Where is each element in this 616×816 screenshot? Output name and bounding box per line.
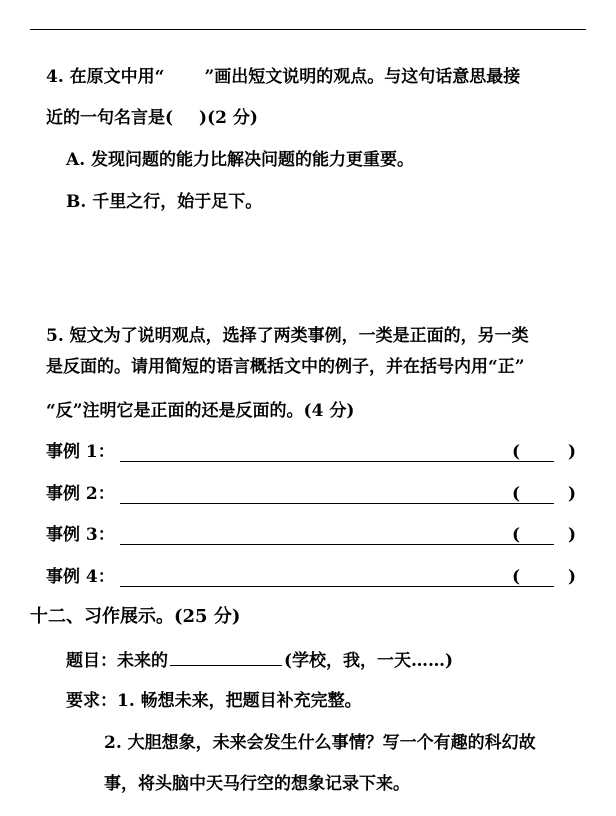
example-paren-open: ( (512, 525, 521, 545)
example-paren-close: ) (568, 484, 577, 504)
section-heading: 十二、习作展示。(25 分) (30, 606, 241, 627)
q4-prompt-text-a: 4. 在原文中用“ (46, 67, 165, 87)
example-answer-line[interactable] (120, 586, 554, 587)
q4-prompt-line-1 (46, 66, 520, 88)
requirement-1: 要求：1. 畅想未来，把题目补充完整。 (66, 691, 362, 711)
q5-prompt-line-1: 5. 短文为了说明观点，选择了两类事例，一类是正面的，另一类 (46, 326, 529, 346)
example-answer-line[interactable] (120, 503, 554, 504)
q4-option-a: A. 发现问题的能力比解决问题的能力更重要。 (66, 150, 415, 170)
example-answer-line[interactable] (120, 544, 554, 545)
q4-option-b: B. 千里之行，始于足下。 (66, 192, 263, 212)
essay-title-label: 题目：未来的 (66, 651, 168, 671)
example-label: 事例 4： (46, 567, 115, 587)
example-row (46, 483, 586, 507)
q4-prompt-text-c: 近的一句名言是( (46, 108, 174, 128)
q5-prompt-line-2: 是反面的。请用简短的语言概括文中的例子，并在括号内用“正” (46, 357, 525, 377)
example-label: 事例 2： (46, 484, 115, 504)
example-answer-line[interactable] (120, 461, 554, 462)
example-paren-open: ( (512, 567, 521, 587)
requirement-2-line-2: 事，将头脑中天马行空的想象记录下来。 (104, 774, 410, 794)
example-row (46, 524, 586, 548)
essay-title-line (66, 649, 453, 672)
top-divider (30, 29, 586, 30)
example-row (46, 441, 586, 465)
requirement-2-line-1: 2. 大胆想象，未来会发生什么事情？写一个有趣的科幻故 (104, 733, 536, 753)
example-label: 事例 1： (46, 442, 115, 462)
q4-prompt-text-b: ”画出短文说明的观点。与这句话意思最接 (204, 67, 521, 87)
q5-prompt-line-3: “反”注明它是正面的还是反面的。(4 分) (46, 401, 355, 421)
q4-prompt-text-d: )(2 分) (199, 108, 258, 128)
example-paren-close: ) (568, 442, 577, 462)
example-paren-open: ( (512, 484, 521, 504)
essay-title-blank[interactable] (170, 649, 282, 666)
example-row (46, 566, 586, 590)
essay-title-hint: (学校，我，一天……) (284, 651, 454, 671)
example-paren-close: ) (568, 525, 577, 545)
example-paren-close: ) (568, 567, 577, 587)
q4-prompt-line-2 (46, 107, 258, 129)
example-paren-open: ( (512, 442, 521, 462)
example-label: 事例 3： (46, 525, 115, 545)
